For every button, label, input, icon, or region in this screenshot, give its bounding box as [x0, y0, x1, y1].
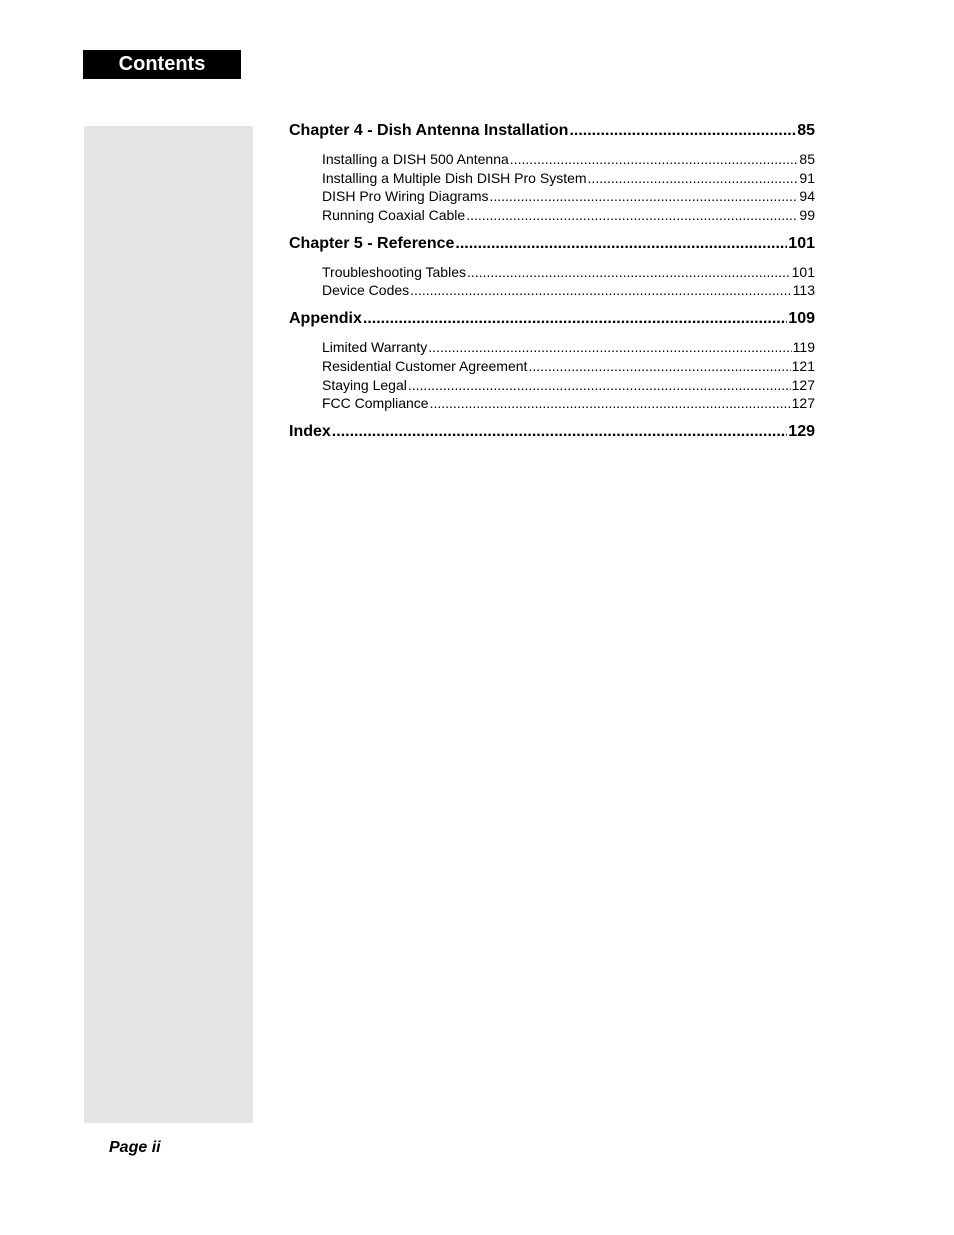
- entry-page-number: 119: [792, 339, 815, 356]
- toc-entry[interactable]: [322, 169, 815, 188]
- toc-chapter-heading[interactable]: [289, 118, 815, 144]
- toc-chapter-heading[interactable]: [289, 419, 815, 445]
- toc-entry[interactable]: [322, 394, 815, 413]
- toc-entry[interactable]: [322, 150, 815, 169]
- dot-leader: [528, 357, 790, 376]
- toc-entry-list: [322, 150, 815, 225]
- page-number-footer: Page ii: [109, 1139, 161, 1156]
- entry-title: Troubleshooting Tables: [322, 263, 466, 280]
- entry-title: Device Codes: [322, 282, 410, 299]
- toc-entry[interactable]: [322, 187, 815, 206]
- toc-entry[interactable]: [322, 263, 815, 282]
- dot-leader: [489, 187, 798, 206]
- entry-title: Installing a Multiple Dish DISH Pro System: [322, 169, 587, 186]
- chapter-title: Appendix: [289, 310, 362, 328]
- dot-leader: [588, 169, 799, 188]
- chapter-title: Chapter 4 - Dish Antenna Installation: [289, 122, 569, 139]
- section-header-contents: Contents: [83, 50, 241, 79]
- dot-leader: [455, 231, 787, 257]
- toc-entry[interactable]: [322, 357, 815, 376]
- entry-title: Limited Warranty: [322, 339, 428, 356]
- chapter-page-number: 85: [797, 122, 815, 139]
- entry-page-number: 113: [792, 282, 815, 299]
- entry-title: Residential Customer Agreement: [322, 357, 528, 374]
- entry-page-number: 91: [799, 169, 815, 186]
- entry-title: Staying Legal: [322, 376, 407, 393]
- chapter-title: Chapter 5 - Reference: [289, 234, 455, 252]
- toc-entry[interactable]: [322, 376, 815, 395]
- dot-leader: [332, 419, 788, 445]
- toc-entry[interactable]: [322, 338, 815, 357]
- entry-page-number: 127: [791, 376, 815, 393]
- table-of-contents: [289, 118, 815, 445]
- toc-chapter-4: [289, 118, 815, 225]
- toc-chapter-5: [289, 231, 815, 300]
- entry-page-number: 85: [799, 151, 815, 167]
- dot-leader: [430, 394, 791, 413]
- chapter-page-number: 129: [788, 422, 815, 440]
- chapter-title: Index: [289, 422, 331, 440]
- toc-entry[interactable]: [322, 281, 815, 300]
- toc-entry-list: [322, 338, 815, 413]
- entry-title: Running Coaxial Cable: [322, 207, 466, 224]
- entry-page-number: 121: [791, 357, 815, 374]
- entry-page-number: 99: [799, 207, 815, 224]
- chapter-page-number: 109: [788, 310, 815, 328]
- dot-leader: [569, 118, 796, 144]
- dot-leader: [466, 206, 798, 225]
- entry-title: Installing a DISH 500 Antenna: [322, 151, 509, 167]
- dot-leader: [410, 281, 792, 300]
- entry-page-number: 94: [799, 188, 815, 205]
- entry-page-number: 127: [791, 395, 815, 412]
- toc-chapter-heading[interactable]: [289, 306, 815, 332]
- dot-leader: [510, 150, 799, 169]
- dot-leader: [363, 306, 787, 332]
- chapter-page-number: 101: [788, 234, 815, 252]
- entry-title: DISH Pro Wiring Diagrams: [322, 188, 489, 205]
- dot-leader: [408, 376, 791, 395]
- gray-sidebar-panel: [84, 126, 253, 1123]
- toc-entry-list: [322, 263, 815, 300]
- toc-chapter-heading[interactable]: [289, 231, 815, 257]
- dot-leader: [467, 263, 791, 282]
- toc-entry[interactable]: [322, 206, 815, 225]
- dot-leader: [428, 338, 791, 357]
- entry-title: FCC Compliance: [322, 395, 429, 412]
- toc-index: [289, 419, 815, 445]
- entry-page-number: 101: [791, 263, 815, 280]
- toc-appendix: [289, 306, 815, 413]
